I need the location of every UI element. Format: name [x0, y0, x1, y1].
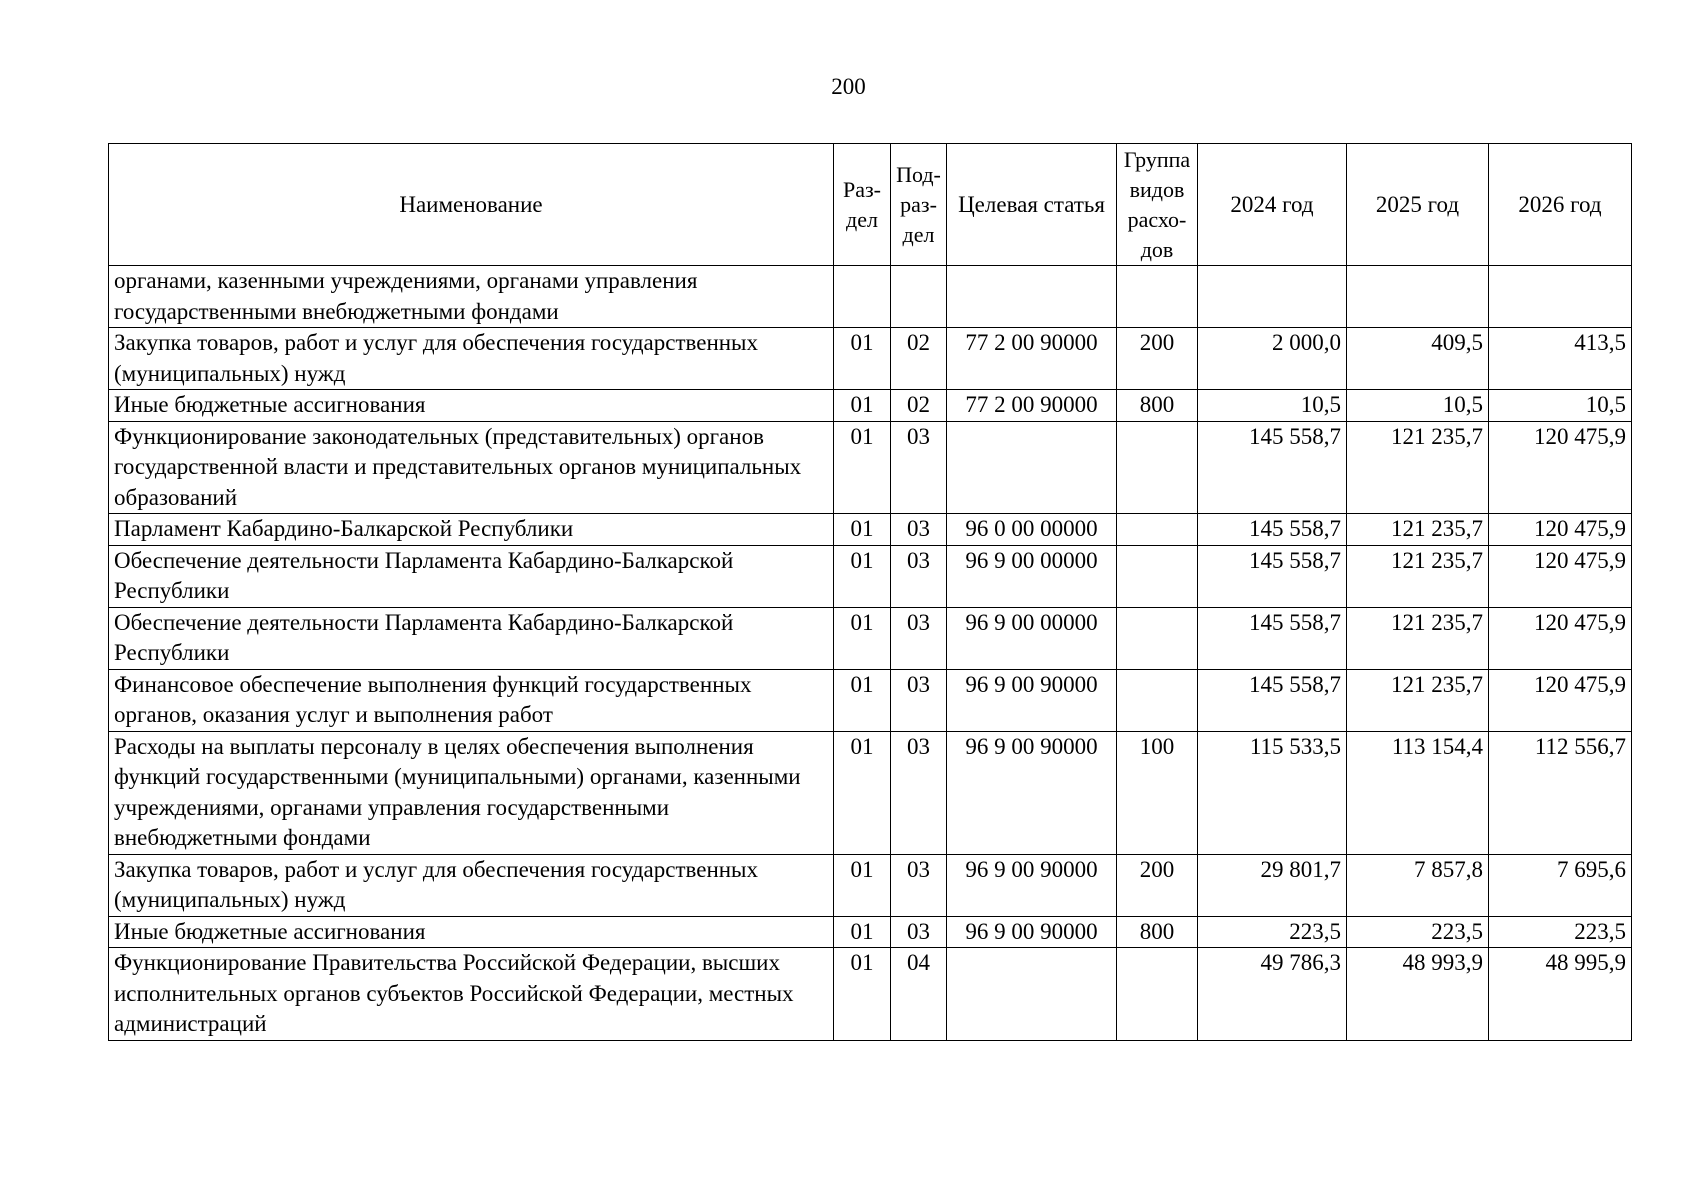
- cell-razdel: 01: [834, 731, 891, 854]
- cell-2025: 121 235,7: [1347, 669, 1489, 731]
- cell-2026: 223,5: [1489, 916, 1632, 948]
- cell-2026: 120 475,9: [1489, 545, 1632, 607]
- cell-2025: 121 235,7: [1347, 545, 1489, 607]
- cell-2026: 112 556,7: [1489, 731, 1632, 854]
- header-2024: 2024 год: [1198, 144, 1347, 266]
- cell-target: [947, 421, 1117, 514]
- cell-name: Функционирование законодательных (представительных) органов государственной власти и представительных органов муниципальных образований: [109, 421, 834, 514]
- cell-2024: 49 786,3: [1198, 948, 1347, 1041]
- cell-podrazdel: 02: [891, 390, 947, 422]
- cell-podrazdel: 03: [891, 421, 947, 514]
- cell-2024: 145 558,7: [1198, 545, 1347, 607]
- table-row: [109, 514, 1632, 546]
- cell-group: [1117, 545, 1198, 607]
- table-row: [109, 390, 1632, 422]
- table-row: [109, 854, 1632, 916]
- cell-name: Закупка товаров, работ и услуг для обеспечения государственных (муниципальных) нужд: [109, 854, 834, 916]
- cell-2026: 120 475,9: [1489, 514, 1632, 546]
- cell-2025: 7 857,8: [1347, 854, 1489, 916]
- cell-podrazdel: 02: [891, 328, 947, 390]
- cell-razdel: 01: [834, 390, 891, 422]
- cell-name: Обеспечение деятельности Парламента Кабардино-Балкарской Республики: [109, 607, 834, 669]
- cell-target: 77 2 00 90000: [947, 328, 1117, 390]
- cell-group: [1117, 948, 1198, 1041]
- cell-target: 96 9 00 90000: [947, 916, 1117, 948]
- header-razdel: Раз-дел: [834, 144, 891, 266]
- cell-razdel: 01: [834, 916, 891, 948]
- cell-2026: [1489, 266, 1632, 328]
- cell-group: 100: [1117, 731, 1198, 854]
- page-number: 200: [831, 74, 866, 99]
- cell-group: 800: [1117, 390, 1198, 422]
- cell-group: 200: [1117, 328, 1198, 390]
- cell-group: [1117, 421, 1198, 514]
- cell-group: [1117, 607, 1198, 669]
- cell-2024: 145 558,7: [1198, 421, 1347, 514]
- cell-podrazdel: [891, 266, 947, 328]
- cell-razdel: [834, 266, 891, 328]
- cell-2025: 223,5: [1347, 916, 1489, 948]
- cell-2026: 120 475,9: [1489, 607, 1632, 669]
- table-row: [109, 669, 1632, 731]
- table-row: [109, 916, 1632, 948]
- table-row: [109, 545, 1632, 607]
- cell-group: 200: [1117, 854, 1198, 916]
- header-podrazdel: Под-раз-дел: [891, 144, 947, 266]
- cell-2025: 113 154,4: [1347, 731, 1489, 854]
- cell-razdel: 01: [834, 545, 891, 607]
- cell-group: [1117, 669, 1198, 731]
- cell-name: Обеспечение деятельности Парламента Кабардино-Балкарской Республики: [109, 545, 834, 607]
- cell-podrazdel: 03: [891, 854, 947, 916]
- header-target: Целевая статья: [947, 144, 1117, 266]
- cell-2024: 145 558,7: [1198, 669, 1347, 731]
- table-row: [109, 266, 1632, 328]
- cell-group: [1117, 514, 1198, 546]
- cell-target: [947, 948, 1117, 1041]
- cell-2024: 2 000,0: [1198, 328, 1347, 390]
- cell-razdel: 01: [834, 669, 891, 731]
- cell-target: 77 2 00 90000: [947, 390, 1117, 422]
- cell-target: 96 9 00 00000: [947, 607, 1117, 669]
- cell-2025: 409,5: [1347, 328, 1489, 390]
- cell-name: Функционирование Правительства Российской Федерации, высших исполнительных органов субъектов Российской Федерации, местных администраций: [109, 948, 834, 1041]
- header-2026: 2026 год: [1489, 144, 1632, 266]
- cell-name: Расходы на выплаты персоналу в целях обеспечения выполнения функций государственными (муниципальными) органами, казенными учреждениями, органами управления государственными внебюджетными фондами: [109, 731, 834, 854]
- cell-target: 96 9 00 00000: [947, 545, 1117, 607]
- cell-target: 96 9 00 90000: [947, 669, 1117, 731]
- table-row: [109, 328, 1632, 390]
- cell-target: [947, 266, 1117, 328]
- cell-name: Закупка товаров, работ и услуг для обеспечения государственных (муниципальных) нужд: [109, 328, 834, 390]
- cell-2025: 121 235,7: [1347, 421, 1489, 514]
- cell-2025: 10,5: [1347, 390, 1489, 422]
- cell-name: органами, казенными учреждениями, органами управления государственными внебюджетными фондами: [109, 266, 834, 328]
- header-name: Наименование: [109, 144, 834, 266]
- cell-target: 96 9 00 90000: [947, 731, 1117, 854]
- cell-name: Иные бюджетные ассигнования: [109, 916, 834, 948]
- table-row: [109, 948, 1632, 1041]
- cell-2024: 145 558,7: [1198, 607, 1347, 669]
- cell-podrazdel: 03: [891, 607, 947, 669]
- cell-podrazdel: 03: [891, 731, 947, 854]
- cell-2026: 48 995,9: [1489, 948, 1632, 1041]
- cell-razdel: 01: [834, 854, 891, 916]
- cell-podrazdel: 03: [891, 514, 947, 546]
- cell-2024: 115 533,5: [1198, 731, 1347, 854]
- table-row: [109, 421, 1632, 514]
- cell-razdel: 01: [834, 328, 891, 390]
- header-2025: 2025 год: [1347, 144, 1489, 266]
- cell-razdel: 01: [834, 607, 891, 669]
- header-group: Группа видов расхо-дов: [1117, 144, 1198, 266]
- cell-2024: [1198, 266, 1347, 328]
- cell-name: Иные бюджетные ассигнования: [109, 390, 834, 422]
- cell-name: Финансовое обеспечение выполнения функций государственных органов, оказания услуг и выполнения работ: [109, 669, 834, 731]
- cell-2026: 7 695,6: [1489, 854, 1632, 916]
- cell-2025: 121 235,7: [1347, 514, 1489, 546]
- cell-name: Парламент Кабардино-Балкарской Республики: [109, 514, 834, 546]
- cell-podrazdel: 03: [891, 916, 947, 948]
- cell-2025: 48 993,9: [1347, 948, 1489, 1041]
- cell-2024: 223,5: [1198, 916, 1347, 948]
- cell-2024: 145 558,7: [1198, 514, 1347, 546]
- table-header-row: [109, 144, 1632, 266]
- budget-table: [108, 143, 1632, 1041]
- cell-razdel: 01: [834, 948, 891, 1041]
- cell-target: 96 9 00 90000: [947, 854, 1117, 916]
- cell-razdel: 01: [834, 514, 891, 546]
- cell-2026: 120 475,9: [1489, 421, 1632, 514]
- cell-podrazdel: 03: [891, 545, 947, 607]
- cell-2024: 29 801,7: [1198, 854, 1347, 916]
- cell-group: [1117, 266, 1198, 328]
- cell-group: 800: [1117, 916, 1198, 948]
- table-row: [109, 607, 1632, 669]
- cell-razdel: 01: [834, 421, 891, 514]
- cell-2025: [1347, 266, 1489, 328]
- cell-2026: 120 475,9: [1489, 669, 1632, 731]
- cell-target: 96 0 00 00000: [947, 514, 1117, 546]
- cell-2026: 10,5: [1489, 390, 1632, 422]
- cell-2025: 121 235,7: [1347, 607, 1489, 669]
- cell-podrazdel: 03: [891, 669, 947, 731]
- table-row: [109, 731, 1632, 854]
- cell-2026: 413,5: [1489, 328, 1632, 390]
- cell-podrazdel: 04: [891, 948, 947, 1041]
- cell-2024: 10,5: [1198, 390, 1347, 422]
